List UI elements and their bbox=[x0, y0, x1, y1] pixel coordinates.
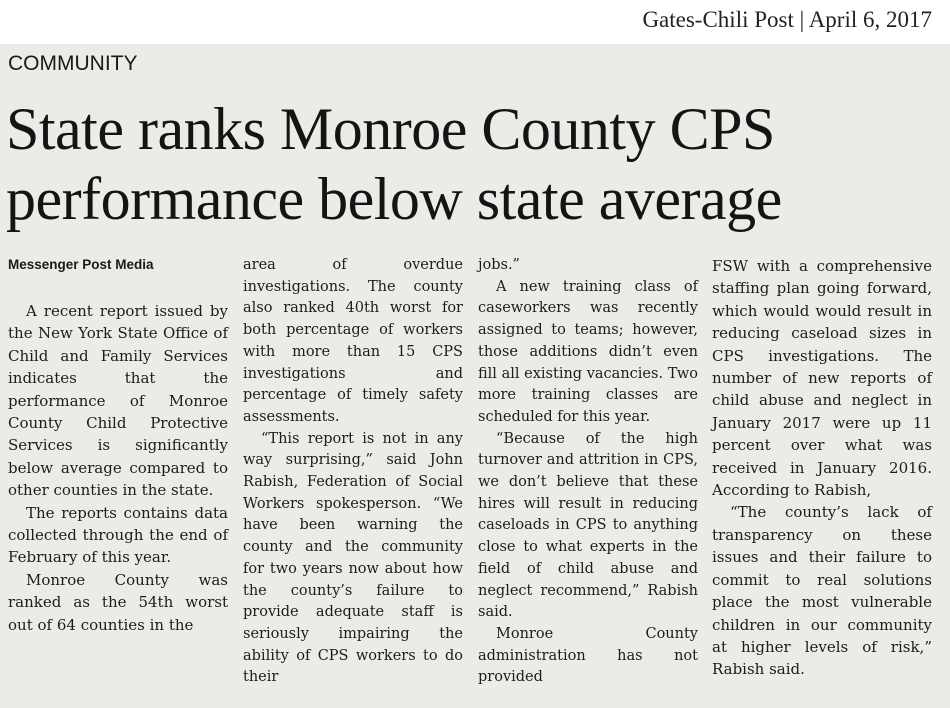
paragraph: jobs.” bbox=[478, 257, 520, 273]
paragraph: “This report is not in any way surprising,” said John Rabish, Federation of Social Workers spokesperson. “We have been warning the county and the community for two years now about how the county’s failure to provide adequate staff is seriously impairing the ability of CPS workers to do their bbox=[243, 430, 463, 686]
article-column-2 bbox=[243, 255, 463, 689]
paragraph: Monroe County administration has not provided bbox=[478, 625, 698, 686]
paragraph: A new training class of caseworkers was recently assigned to teams; however, those additions didn’t even fill all existing vacancies. Two more training classes are scheduled for this year. bbox=[478, 278, 698, 425]
paragraph: FSW with a comprehensive staffing plan going forward, which would would result in reducing caseload sizes in CPS investigations. The number of new reports of child abuse and neglect in January 2017 were up 11 percent over what was received in January 2016. According to Rabish, bbox=[712, 257, 932, 500]
article-column-4 bbox=[712, 255, 932, 681]
paragraph: area of overdue investigations. The county also ranked 40th worst for both percentage of workers with more than 15 CPS investigations and percentage of timely safety assessments. bbox=[243, 257, 463, 425]
section-label: COMMUNITY bbox=[8, 52, 138, 75]
byline: Messenger Post Media bbox=[8, 257, 154, 272]
paragraph: A recent report issued by the New York State Office of Child and Family Services indicates that the performance of Monroe County Child Protective Services is significantly below average compared to other counties in the state. bbox=[8, 302, 228, 500]
headline-line: performance below state average bbox=[6, 166, 782, 232]
paragraph: “The county’s lack of transparency on these issues and their failure to commit to real solutions place the most vulnerable children in our community at higher levels of risk,” Rabish said. bbox=[712, 503, 932, 679]
article-column-3 bbox=[478, 255, 698, 689]
headline-line: State ranks Monroe County CPS bbox=[6, 96, 775, 162]
newspaper-clipping bbox=[0, 44, 950, 708]
paragraph: The reports contains data collected through the end of February of this year. bbox=[8, 503, 228, 567]
paragraph: “Because of the high turnover and attrition in CPS, we don’t believe that these hires will result in reducing caseloads in CPS to anything close to what experts in the field of child abuse and neglect recommend,” Rabish said. bbox=[478, 430, 698, 621]
article-column-1 bbox=[8, 300, 228, 636]
paragraph: Monroe County was ranked as the 54th worst out of 64 counties in the bbox=[8, 570, 228, 634]
headline bbox=[6, 94, 946, 234]
masthead: Gates-Chili Post | April 6, 2017 bbox=[0, 0, 950, 44]
